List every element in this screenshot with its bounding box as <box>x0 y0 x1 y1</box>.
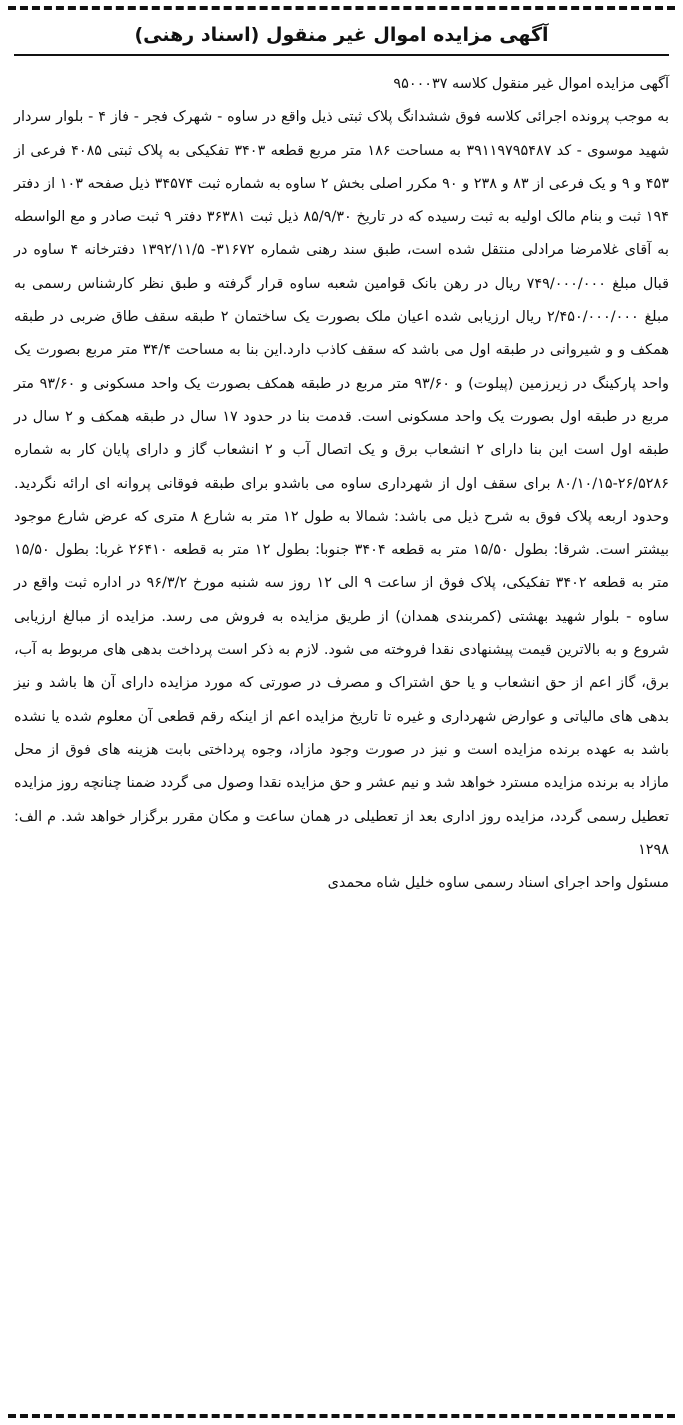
notice-paragraph: به موجب پرونده اجرائی کلاسه فوق ششدانگ پلاک ثبتی ذیل واقع در ساوه - شهرک فجر - فاز ۴ - بلوار سردار شهید موسوی - کد ۳۹۱۱۹۷۹۵۴۸۷ به مساحت ۱۸۶ متر مربع قطعه ۳۴۰۳ تفکیکی به پلاک ثبتی ۴۰۸۵ فرعی از ۴۵۳ و ۹ و یک فرعی از ۸۳ و ۲۳۸ و ۹۰ مکرر اصلی بخش ۲ ساوه به شماره ثبت ۳۴۵۷۴ ذیل صفحه ۱۰۳ از دفتر ۱۹۴ ثبت و بنام مالک اولیه به ثبت رسیده که در تاریخ ۸۵/۹/۳۰ ذیل ثبت ۳۶۳۸۱ دفتر ۹ ثبت صادر و مع الواسطه به آقای غلامرضا مرادلی منتقل شده است، طبق سند رهنی شماره ۳۱۶۷۲- ۱۳۹۲/۱۱/۵ دفترخانه ۴ ساوه در قبال مبلغ ۷۴۹/۰۰۰/۰۰۰ ریال در رهن بانک قوامین شعبه ساوه قرار گرفته و طبق نظر کارشناس رسمی به مبلغ ۲/۴۵۰/۰۰۰/۰۰۰ ریال ارزیابی شده اعیان ملک بصورت یک ساختمان ۲ طبقه سقف طاق ضربی در طبقه همکف و و شیروانی در طبقه اول می باشد که سقف کاذب دارد.این بنا به مساحت ۳۴/۴ متر مربع بصورت یک واحد پارکینگ در زیرزمین (پیلوت) و ۹۳/۶۰ متر مربع در طبقه همکف بصورت یک واحد مسکونی و ۹۳/۶۰ متر مربع در طبقه اول بصورت یک واحد مسکونی است. قدمت بنا در حدود ۱۷ سال در طبقه همکف و ۲ سال در طبقه اول است این بنا دارای ۲ انشعاب برق و یک اتصال آب و ۲ انشعاب گاز و دارای پایان کار به شماره ۲۶/۵۲۸۶-۸۰/۱۰/۱۵ برای سقف اول از شهرداری ساوه می باشدو برای طبقه فوقانی پروانه ای ارائه نگردید. وحدود اربعه پلاک فوق به شرح ذیل می باشد: شمالا به طول ۱۲ متر به شارع ۸ متری که عرض شارع موجود بیشتر است. شرقا: بطول ۱۵/۵۰ متر به قطعه ۳۴۰۴ جنوبا: بطول ۱۲ متر به قطعه ۲۶۴۱۰ غربا: بطول ۱۵/۵۰ متر به قطعه ۳۴۰۲ تفکیکی، پلاک فوق از ساعت ۹ الی ۱۲ روز سه شنبه مورخ ۹۶/۳/۲ در اداره ثبت واقع در ساوه - بلوار شهید بهشتی (کمربندی همدان) از طریق مزایده به فروش می رسد. مزایده از مبالغ ارزیابی شروع و به بالاترین قیمت پیشنهادی نقدا فروخته می شود. لازم به ذکر است پرداخت بدهی های مربوط به آب، برق، گاز اعم از حق انشعاب و یا حق اشتراک و مصرف در صورتی که مورد مزایده دارای آن ها باشد و نیز بدهی های مالیاتی و عوارض شهرداری و غیره تا تاریخ مزایده اعم از اینکه رقم قطعی آن معلوم شده یا نشده باشد به عهده برنده مزایده است و نیز در صورت وجود مازاد، وجوه پرداختی بابت هزینه های فوق از محل مازاد به برنده مزایده مسترد خواهد شد و نیم عشر و حق مزایده نقدا وصول می گردد ضمنا چنانچه روز مزایده تعطیل رسمی گردد، مزایده روز اداری بعد از تعطیلی در همان ساعت و مکان مقرر برگزار خواهد شد. م الف: ۱۲۹۸ <box>14 109 670 858</box>
title-divider <box>14 54 669 56</box>
notice-subtitle: آگهی مزایده اموال غیر منقول کلاسه ۹۵۰۰۰۳۷ <box>393 76 669 92</box>
notice-signature: مسئول واحد اجرای اسناد رسمی ساوه خلیل شاه محمدی <box>327 875 669 892</box>
auction-notice <box>14 14 669 1403</box>
bottom-dashed-border <box>8 1414 675 1418</box>
top-dashed-border <box>8 6 675 10</box>
notice-body <box>14 68 669 900</box>
notice-title: آگهی مزایده اموال غیر منقول (اسناد رهنی) <box>134 24 549 46</box>
